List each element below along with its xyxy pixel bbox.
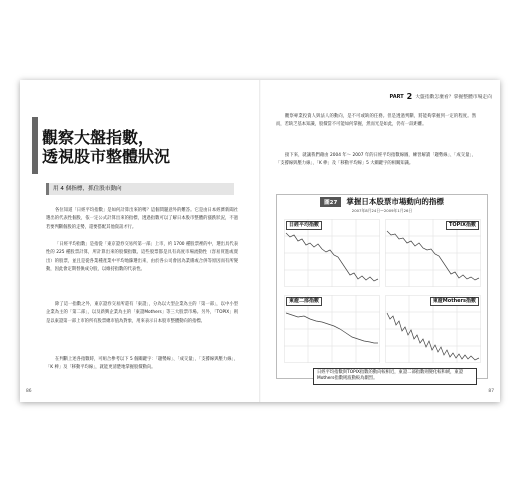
left-page (20, 80, 260, 402)
body-paragraph: 在判斷上述各指數時，可組合參考以下 5 個關鍵字：「趨勢線」、「成交量」、「支撐線與壓力線」、「K 棒」及「移動平均線」，就能更清楚地掌握股價動向。 (46, 357, 238, 371)
figure-number: 圖27 (320, 197, 341, 207)
body-paragraph: 各位知道「日經平均指數」是如何計算出來的嗎？這個問題意外的難答。它是由日本經濟新聞社選出的代表性個股，依一定公式計算出來的指標，透過指數可以了解日本股市整體的漲跌狀況，不過若要判斷個股的走勢，還要搭配其他資訊才行。 (46, 208, 238, 230)
chart-panel-tse2 (284, 295, 380, 363)
part-label: PART (389, 93, 404, 100)
book-spread (20, 80, 500, 402)
body-paragraph: 除了這一指數之外，東京證券交易所還有「東證」，分為以大型企業為主的「第一部」，以中小型企業為主的「第二部」，以及新興企業為主的「東證Mothers」等三大股票市場。另外，「TOPIX」則是以東證第一部上市的所有股票總市值為對象，用來表示日本股市整體動向的指標。 (46, 302, 238, 324)
right-page (260, 80, 500, 402)
body-paragraph: 觀察專業投資人與法人的動向，是不可或缺的任務。但是透過判斷，將能夠掌握到一定的程度。然而，若缺乏基本知識，股價當不可能如何掌握，然而光是如此，仍有一段距離。 (276, 114, 476, 128)
chapter-title: 觀察大盤指數， 透視股市整體狀況 (42, 128, 171, 166)
chart-panel-mothers (385, 295, 481, 363)
chart-panel-nikkei (284, 219, 380, 287)
panel-label: 東證二部指數 (286, 297, 322, 306)
title-accent-bar (32, 117, 38, 174)
panel-label: TOPIX指數 (446, 221, 479, 230)
figure-date-range: 2007年8月24日～2009年1月26日 (351, 208, 413, 213)
chart-panel-topix (385, 219, 481, 287)
body-paragraph: 接下來，就讓我們藉由 2004 年～ 2007 年的日經平均指數線圖，練習解讀「趨勢線」、「成交量」、「支撐線與壓力線」、「K 棒」及「移動平均線」5 大關鍵字的相關知識。 (276, 153, 476, 167)
running-header-text: 大盤指數怎麼看？掌握整體市場走向 (415, 95, 492, 100)
figure-title: 掌握日本股票市場動向的指標 (346, 197, 444, 206)
section-heading: 用 4 個指標，抓住股市動向 (46, 183, 234, 195)
page-number-right: 87 (488, 389, 494, 394)
panel-label: 東證Mothers指數 (430, 297, 479, 306)
running-header (390, 92, 492, 101)
part-number: 2 (406, 92, 413, 101)
page-number-left: 86 (26, 389, 32, 394)
figure-box (276, 194, 488, 382)
panel-label: 日經平均指數 (286, 221, 322, 230)
body-paragraph: 「日經平均指數」是指從「東京證券交易所第一部」上市，約 1700 種股票裡的中，選出具代表性的 225 種股票計算，所計算出來的股價指數。這些股票都是具有高度市場流動性（容易買進或賣出）的股票，並且是從各業種產業中平均地篩選出來，由於各公司會因為業績或合併等原因而有所變動，因此會定期替換成分股，以維持指數的代表性。 (46, 242, 238, 272)
figure-caption: 日經平均指數與TOPIX指數的動向較相近，東證二部指數則變化較和緩，東證Mothers指數則波動較為劇烈。 (313, 368, 477, 385)
figure-title-row (277, 195, 487, 208)
